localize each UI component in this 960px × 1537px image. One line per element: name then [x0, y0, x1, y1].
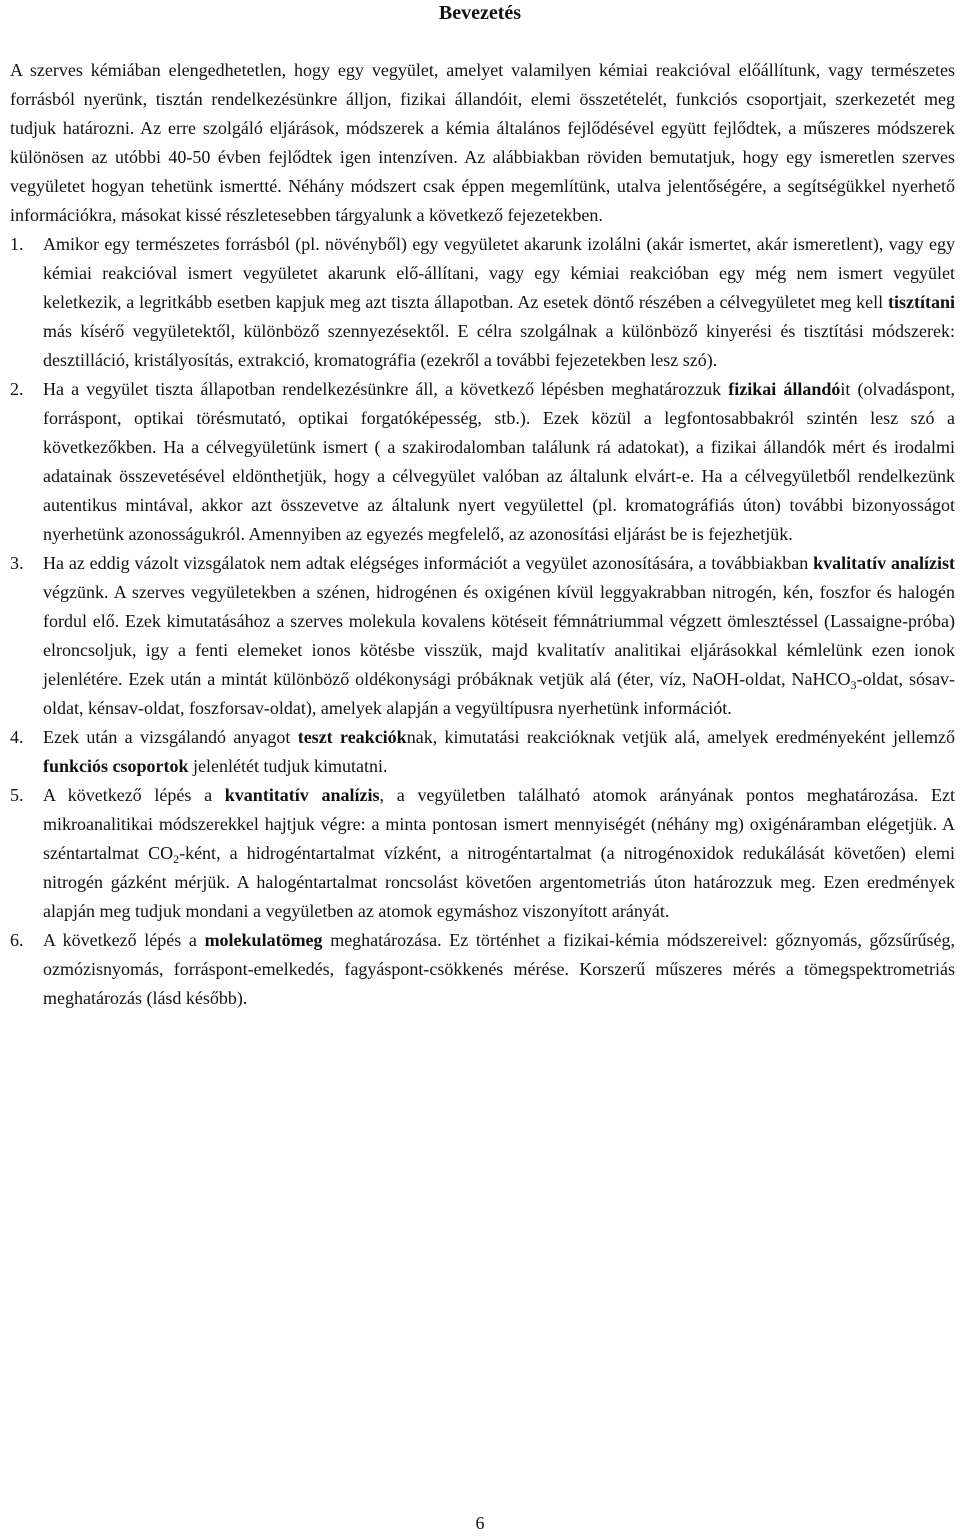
list-item-3 — [10, 549, 955, 723]
list-item-text — [43, 549, 955, 723]
text-segment: A következő lépés a — [43, 785, 225, 805]
list-item-5 — [10, 781, 955, 926]
page-title: Bevezetés — [438, 2, 522, 24]
page-number: 6 — [475, 1513, 485, 1533]
text-segment: Ha az eddig vázolt vizsgálatok nem adtak elégséges információt a vegyület azonosítására, a továbbiakban — [43, 553, 814, 573]
list-item-1 — [10, 230, 955, 375]
list-item-number: 6. — [10, 930, 24, 950]
bold-term: kvantitatív analízis — [224, 785, 380, 805]
text-segment: más kísérő vegyületektől, különböző szennyezésektől. E célra szolgálnak a különböző kinyerési és tisztítási módszerek: desztilláció, kristályosítás, extrakció, kromatográfia (ezekről a további fejezetekben lesz szó). — [43, 321, 955, 370]
list-item-2 — [10, 375, 955, 549]
text-segment: A következő lépés a — [43, 930, 205, 950]
text-segment: Amikor egy természetes forrásból (pl. növényből) egy vegyületet akarunk izolálni (akár ismertet, akár ismeretlent), vagy egy kémiai reakcióval ismert vegyületet akarunk elő-állítani, vagy egy kémiai reakcióban egy még nem ismert vegyület keletkezik, a legritkább esetben kapjuk meg azt tiszta állapotban. Az esetek döntő részében a célvegyületet meg kell — [43, 234, 955, 312]
text-segment: meghatározása. Ez történhet a fizikai-kémia módszereivel: gőznyomás, gőzsűrűség, ozmózisnyomás, forráspont-emelkedés, fagyáspont-csökkenés mérése. Korszerű műszeres mérés a tömegspektrometriás meghatározás (lásd később). — [43, 930, 956, 1008]
list-item-text — [43, 375, 955, 549]
bold-term: funkciós csoportok — [43, 756, 189, 776]
text-segment: nak, kimutatási reakcióknak vetjük alá, amelyek eredményeként jellemző — [406, 727, 955, 747]
bold-term: teszt reakciók — [297, 727, 407, 747]
text-segment: jelenlétét tudjuk kimutatni. — [188, 756, 388, 776]
bold-term: tisztítani — [888, 292, 955, 312]
text-segment: Ha a vegyület tiszta állapotban rendelkezésünkre áll, a következő lépésben meghatározzuk — [43, 379, 729, 399]
list-item-number: 1. — [10, 234, 24, 254]
list-item-number: 5. — [10, 785, 24, 805]
document-body — [10, 56, 955, 1013]
subscript: 2 — [173, 852, 180, 866]
list-item-text — [43, 926, 955, 1013]
text-segment: végzünk. A szerves vegyületekben a szénen, hidrogénen és oxigénen kívül leggyakrabban nitrogén, kén, foszfor és halogén fordul elő. Ezek kimutatásához a szerves molekula kovalens kötéseit fémnátriummal végzett ömlesztéssel (Lassaigne-próba) elroncsoljuk, igy a fenti elemeket ionos kötésbe visszük, majd kvalitatív analitikai eljárásokkal kémlelünk ezen ionok jelenlétére. Ezek után a mintát különböző oldékonysági próbáknak vetjük alá (éter, víz, NaOH-oldat, NaHCO — [43, 582, 955, 689]
list-item-6 — [10, 926, 955, 1013]
bold-term: molekulatömeg — [204, 930, 323, 950]
bold-term: fizikai állandó — [728, 379, 841, 399]
text-segment: , a vegyületben található atomok arányának pontos meghatározása. Ezt mikroanalitikai módszerekkel hajtjuk végre: a minta pontosan ismert mennyiségét (néhány mg) oxigénáramban elégetjük. A széntartalmat CO — [43, 785, 956, 863]
subscript: 3 — [850, 678, 857, 692]
text-segment: Ezek után a vizsgálandó anyagot — [43, 727, 298, 747]
text-segment: it (olvadáspont, forráspont, optikai törésmutató, optikai forgatóképesség, stb.). Ezek közül a legfontosabbakról szintén lesz szó a következőkben. Ha a célvegyületünk ismert ( a szakirodalomban találunk rá adatokat), a fizikai állandók mért és irodalmi adatainak összevetésével eldönthetjük, hogy a célvegyület valóban az általunk elvárt-e. Ha a célvegyületből rendelkezünk autentikus mintával, akkor azt összevetve az általunk nyert vegyülettel (pl. kromatográfiás úton) további bizonyosságot nyerhetünk azonosságukról. Amennyiben az egyezés megfelelő, az azonosítási eljárást be is fejezhetjük. — [43, 379, 955, 544]
intro-paragraph: A szerves kémiában elengedhetetlen, hogy egy vegyület, amelyet valamilyen kémiai reakcióval előállítunk, vagy természetes forrásból nyerünk, tisztán rendelkezésünkre álljon, fizikai állandóit, elemi összetételét, funkciós csoportjait, szerkezetét meg tudjuk határozni. Az erre szolgáló eljárások, módszerek a kémia általános fejlődésével együtt fejlődtek, a műszeres módszerek különösen az utóbbi 40-50 évben fejlődtek igen intenzíven. Az alábbiakban röviden bemutatjuk, hogy egy ismeretlen szerves vegyületet hogyan tehetünk ismertté. Néhány módszert csak éppen megemlítünk, utalva jelentőségére, a segítségükkel nyerhető információkra, másokat kissé részletesebben tárgyalunk a következő fejezetekben. — [10, 60, 955, 225]
list-item-number: 4. — [10, 727, 24, 747]
list-item-4 — [10, 723, 955, 781]
list-item-text — [43, 781, 955, 926]
list-item-number: 3. — [10, 553, 24, 573]
list-item-number: 2. — [10, 379, 24, 399]
list-item-text — [43, 723, 955, 781]
text-segment: -ként, a hidrogéntartalmat vízként, a nitrogéntartalmat (a nitrogénoxidok redukálását követően) elemi nitrogén gázként mérjük. A halogéntartalmat roncsolást követően argentometriás úton határozzuk meg. Ezen eredmények alapján meg tudjuk mondani a vegyületben az atomok egymáshoz viszonyított arányát. — [43, 843, 955, 921]
text-segment: -oldat, sósav-oldat, kénsav-oldat, foszforsav-oldat), amelyek alapján a vegyültípusra nyerhetünk információt. — [43, 669, 955, 718]
bold-term: kvalitatív analízist — [813, 553, 955, 573]
list-item-text — [43, 230, 955, 375]
